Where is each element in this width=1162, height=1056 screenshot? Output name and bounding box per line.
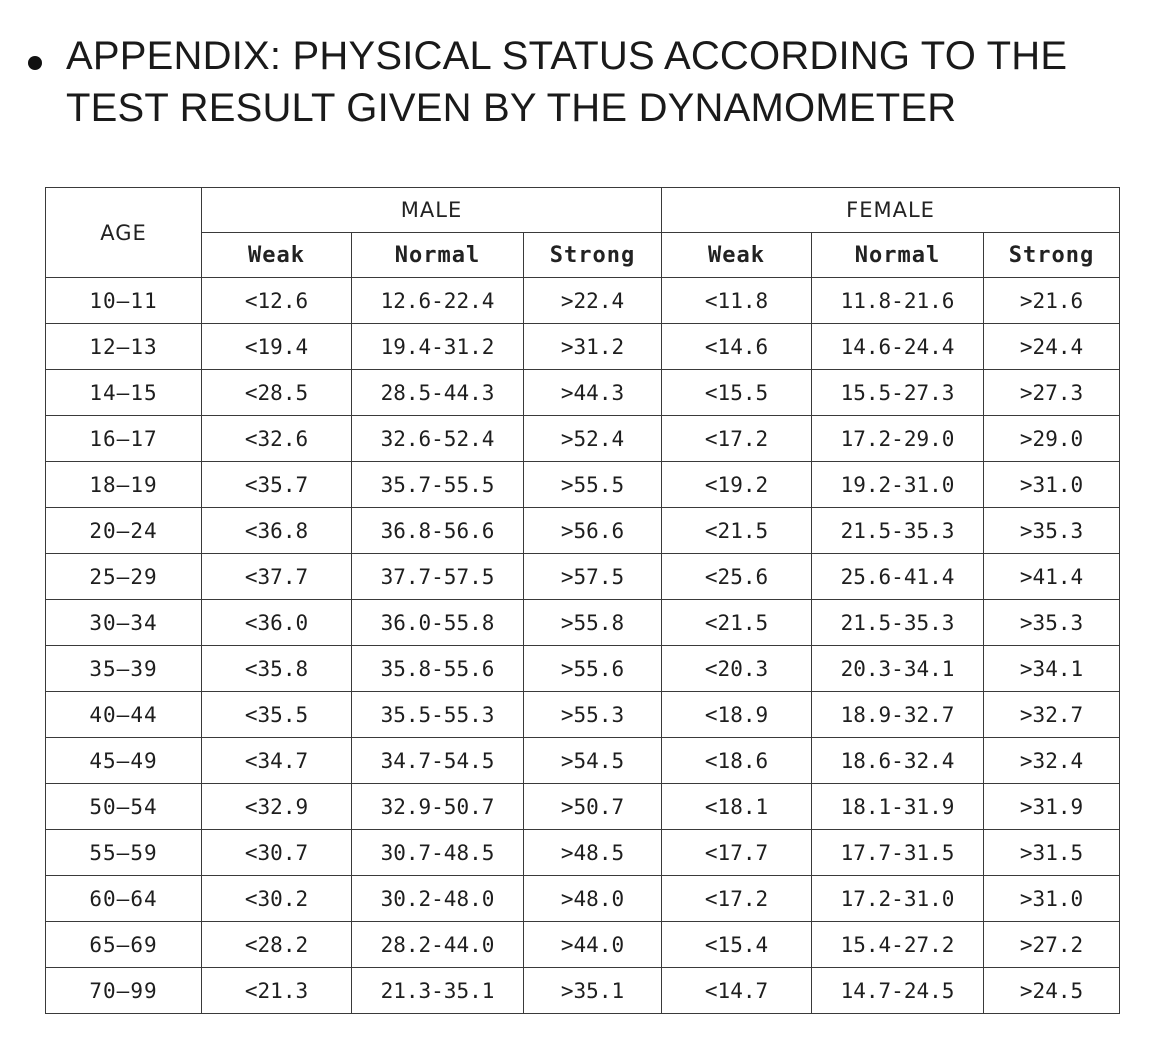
male-weak-cell: <19.4 [202,324,352,370]
female-strong-cell: >27.2 [984,922,1120,968]
age-cell: 50—54 [46,784,202,830]
female-weak-cell: <18.9 [662,692,812,738]
age-cell: 60—64 [46,876,202,922]
age-cell: 70—99 [46,968,202,1014]
male-normal-cell: 36.8-56.6 [352,508,524,554]
male-weak-cell: <35.8 [202,646,352,692]
age-cell: 25—29 [46,554,202,600]
female-strong-cell: >31.0 [984,876,1120,922]
table-row [46,784,1120,830]
female-normal-cell: 17.2-29.0 [812,416,984,462]
male-strong-cell: >55.5 [524,462,662,508]
dynamometer-table [45,187,1120,1014]
female-normal-cell: 11.8-21.6 [812,278,984,324]
female-strong-header: Strong [984,233,1120,278]
male-strong-cell: >52.4 [524,416,662,462]
female-weak-cell: <21.5 [662,508,812,554]
male-strong-header: Strong [524,233,662,278]
female-weak-cell: <20.3 [662,646,812,692]
table-row [46,692,1120,738]
bullet-icon [28,56,42,70]
female-normal-cell: 14.6-24.4 [812,324,984,370]
male-weak-cell: <35.5 [202,692,352,738]
table-row [46,508,1120,554]
female-strong-cell: >35.3 [984,600,1120,646]
heading-text [66,30,1067,134]
age-header: AGE [46,188,202,278]
male-strong-cell: >44.3 [524,370,662,416]
male-strong-cell: >57.5 [524,554,662,600]
male-weak-cell: <32.6 [202,416,352,462]
female-normal-cell: 25.6-41.4 [812,554,984,600]
male-normal-cell: 12.6-22.4 [352,278,524,324]
age-cell: 16—17 [46,416,202,462]
female-strong-cell: >21.6 [984,278,1120,324]
male-weak-cell: <32.9 [202,784,352,830]
male-header: MALE [202,188,662,233]
female-weak-header: Weak [662,233,812,278]
female-normal-header: Normal [812,233,984,278]
female-weak-cell: <18.1 [662,784,812,830]
header-row-groups [46,188,1120,233]
male-strong-cell: >50.7 [524,784,662,830]
age-cell: 20—24 [46,508,202,554]
male-normal-cell: 32.9-50.7 [352,784,524,830]
female-strong-cell: >31.0 [984,462,1120,508]
age-cell: 14—15 [46,370,202,416]
female-weak-cell: <17.7 [662,830,812,876]
male-strong-cell: >55.6 [524,646,662,692]
male-normal-header: Normal [352,233,524,278]
female-weak-cell: <17.2 [662,416,812,462]
table-row [46,646,1120,692]
age-cell: 45—49 [46,738,202,784]
female-strong-cell: >29.0 [984,416,1120,462]
table-row [46,416,1120,462]
male-weak-cell: <12.6 [202,278,352,324]
female-header: FEMALE [662,188,1120,233]
female-normal-cell: 20.3-34.1 [812,646,984,692]
female-strong-cell: >35.3 [984,508,1120,554]
female-strong-cell: >24.4 [984,324,1120,370]
age-cell: 12—13 [46,324,202,370]
age-cell: 18—19 [46,462,202,508]
female-weak-cell: <11.8 [662,278,812,324]
male-weak-cell: <30.2 [202,876,352,922]
male-weak-cell: <30.7 [202,830,352,876]
dynamometer-table-container [45,187,1119,1014]
male-weak-header: Weak [202,233,352,278]
male-strong-cell: >48.0 [524,876,662,922]
male-normal-cell: 28.5-44.3 [352,370,524,416]
female-weak-cell: <15.4 [662,922,812,968]
table-row [46,554,1120,600]
female-normal-cell: 18.6-32.4 [812,738,984,784]
heading-line-2: TEST RESULT GIVEN BY THE DYNAMOMETER [66,86,957,130]
table-row [46,876,1120,922]
male-strong-cell: >31.2 [524,324,662,370]
female-strong-cell: >27.3 [984,370,1120,416]
female-strong-cell: >34.1 [984,646,1120,692]
female-normal-cell: 15.5-27.3 [812,370,984,416]
age-cell: 65—69 [46,922,202,968]
female-strong-cell: >32.7 [984,692,1120,738]
male-normal-cell: 30.7-48.5 [352,830,524,876]
male-strong-cell: >48.5 [524,830,662,876]
table-row [46,968,1120,1014]
male-weak-cell: <28.2 [202,922,352,968]
male-normal-cell: 19.4-31.2 [352,324,524,370]
female-normal-cell: 14.7-24.5 [812,968,984,1014]
female-strong-cell: >24.5 [984,968,1120,1014]
male-weak-cell: <37.7 [202,554,352,600]
age-cell: 30—34 [46,600,202,646]
male-normal-cell: 34.7-54.5 [352,738,524,784]
heading-line-1: APPENDIX: PHYSICAL STATUS ACCORDING TO THE [66,34,1068,78]
female-normal-cell: 15.4-27.2 [812,922,984,968]
header-row-categories [46,233,1120,278]
female-weak-cell: <19.2 [662,462,812,508]
table-row [46,738,1120,784]
female-normal-cell: 21.5-35.3 [812,600,984,646]
table-row [46,462,1120,508]
male-normal-cell: 35.7-55.5 [352,462,524,508]
female-weak-cell: <15.5 [662,370,812,416]
male-weak-cell: <28.5 [202,370,352,416]
male-normal-cell: 28.2-44.0 [352,922,524,968]
male-normal-cell: 32.6-52.4 [352,416,524,462]
female-weak-cell: <18.6 [662,738,812,784]
male-strong-cell: >22.4 [524,278,662,324]
male-normal-cell: 36.0-55.8 [352,600,524,646]
female-normal-cell: 18.1-31.9 [812,784,984,830]
male-weak-cell: <36.0 [202,600,352,646]
male-normal-cell: 35.5-55.3 [352,692,524,738]
age-cell: 40—44 [46,692,202,738]
female-normal-cell: 18.9-32.7 [812,692,984,738]
male-normal-cell: 37.7-57.5 [352,554,524,600]
male-normal-cell: 35.8-55.6 [352,646,524,692]
male-weak-cell: <21.3 [202,968,352,1014]
female-weak-cell: <14.7 [662,968,812,1014]
table-row [46,370,1120,416]
female-normal-cell: 17.2-31.0 [812,876,984,922]
male-strong-cell: >44.0 [524,922,662,968]
age-cell: 10—11 [46,278,202,324]
female-strong-cell: >31.9 [984,784,1120,830]
age-cell: 35—39 [46,646,202,692]
table-row [46,278,1120,324]
male-strong-cell: >55.8 [524,600,662,646]
female-weak-cell: <25.6 [662,554,812,600]
male-weak-cell: <36.8 [202,508,352,554]
male-weak-cell: <35.7 [202,462,352,508]
table-row [46,600,1120,646]
female-weak-cell: <21.5 [662,600,812,646]
male-normal-cell: 30.2-48.0 [352,876,524,922]
table-row [46,324,1120,370]
female-normal-cell: 21.5-35.3 [812,508,984,554]
table-body [46,278,1120,1014]
male-strong-cell: >55.3 [524,692,662,738]
appendix-heading [28,30,1148,134]
male-strong-cell: >54.5 [524,738,662,784]
female-strong-cell: >32.4 [984,738,1120,784]
female-normal-cell: 19.2-31.0 [812,462,984,508]
table-row [46,922,1120,968]
male-weak-cell: <34.7 [202,738,352,784]
female-weak-cell: <14.6 [662,324,812,370]
female-strong-cell: >31.5 [984,830,1120,876]
female-strong-cell: >41.4 [984,554,1120,600]
male-strong-cell: >35.1 [524,968,662,1014]
female-weak-cell: <17.2 [662,876,812,922]
age-cell: 55—59 [46,830,202,876]
male-strong-cell: >56.6 [524,508,662,554]
table-row [46,830,1120,876]
female-normal-cell: 17.7-31.5 [812,830,984,876]
male-normal-cell: 21.3-35.1 [352,968,524,1014]
